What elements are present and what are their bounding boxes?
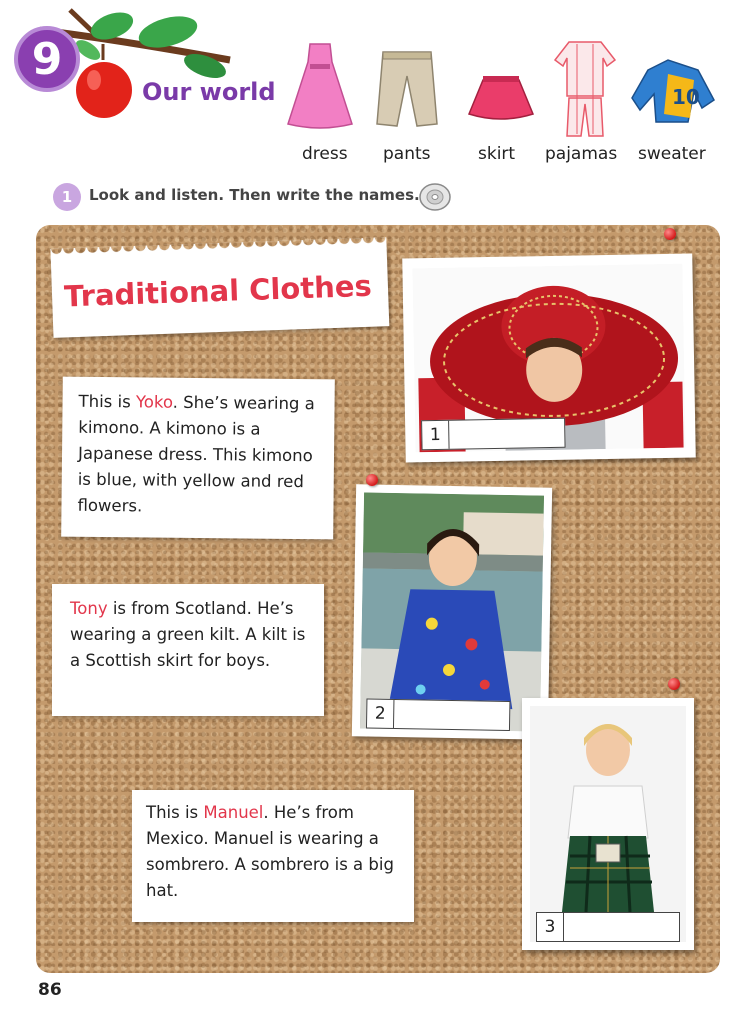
skirt-icon	[461, 40, 541, 132]
vocab-label-pants: pants	[383, 144, 431, 164]
vocab-label-dress: dress	[302, 144, 348, 164]
activity-instruction: Look and listen. Then write the names.	[89, 186, 420, 204]
unit-number-badge: 9	[14, 26, 80, 92]
skirt-picture	[456, 40, 546, 132]
name-box-2[interactable]: 2	[366, 699, 511, 732]
pants-picture	[362, 40, 452, 132]
push-pin-icon	[366, 474, 378, 486]
text-card-tony: Tony is from Scotland. He’s wearing a green kilt. A kilt is a Scottish skirt for boys.	[52, 584, 324, 716]
unit-title: Our world	[142, 78, 276, 106]
girl-in-kimono-photo	[360, 492, 544, 731]
push-pin-icon	[668, 678, 680, 690]
name-box-3[interactable]: 3	[536, 912, 680, 942]
push-pin-icon	[664, 228, 676, 240]
text-card-manuel: This is Manuel. He’s from Mexico. Manuel is wearing a sombrero. A sombrero is a big hat.	[132, 790, 414, 922]
sweater-picture	[628, 40, 718, 132]
vocab-label-sweater: sweater	[638, 144, 706, 164]
board-title-card	[51, 244, 390, 338]
pajamas-picture	[540, 40, 630, 140]
name-yoko: Yoko	[135, 392, 173, 412]
sweater-icon	[628, 40, 718, 132]
board-title: Traditional Clothes	[63, 268, 373, 314]
name-manuel: Manuel	[203, 803, 264, 822]
boy-in-kilt-photo	[530, 706, 686, 942]
svg-text:10: 10	[672, 85, 700, 109]
page-number: 86	[38, 980, 62, 1000]
vocab-label-pajamas: pajamas	[545, 144, 618, 164]
name-box-1[interactable]: 1	[421, 418, 566, 451]
dress-icon	[280, 40, 360, 132]
text-card-yoko: This is Yoko. She’s wearing a kimono. A kimono is a Japanese dress. This kimono is blue, with yellow and red flowers.	[61, 377, 335, 540]
dress-picture	[275, 40, 365, 132]
photo-card-1	[402, 253, 696, 462]
photo-card-3	[522, 698, 694, 950]
pants-icon	[367, 40, 447, 132]
pajamas-icon	[545, 40, 625, 140]
audio-cd-icon[interactable]	[418, 182, 452, 212]
name-tony: Tony	[70, 599, 108, 618]
vocab-label-skirt: skirt	[478, 144, 516, 164]
activity-number: 1	[53, 183, 81, 211]
